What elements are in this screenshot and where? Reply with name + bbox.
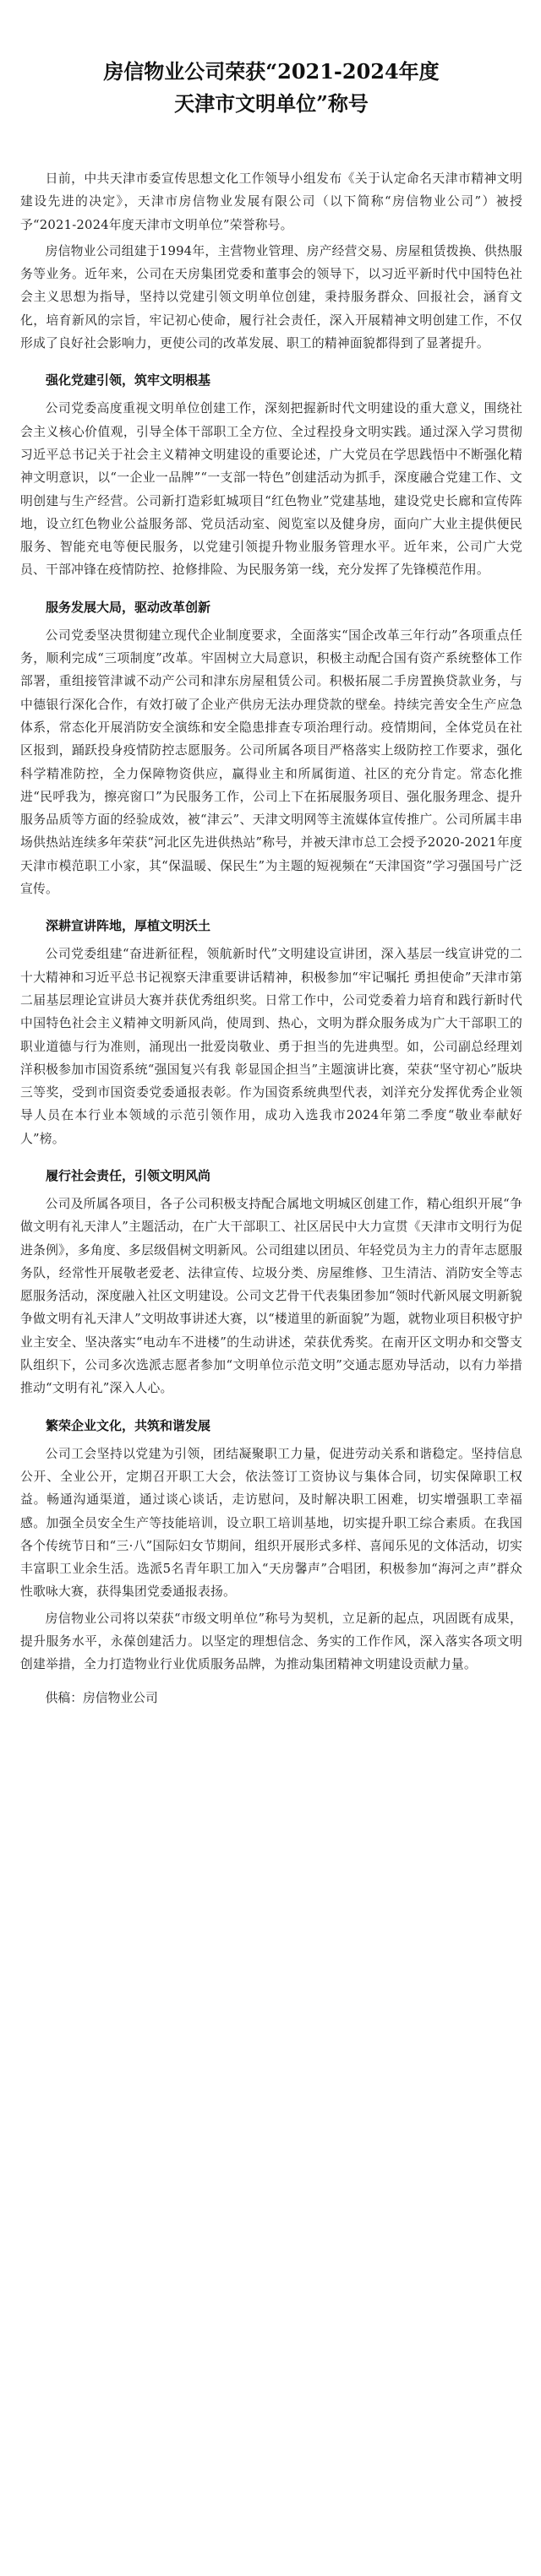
article-source: 供稿：房信物业公司 <box>45 1690 158 1705</box>
body-paragraph: 公司工会坚持以党建为引领，团结凝聚职工力量，促进劳动关系和谐稳定。坚持信息公开、全业公开，定期召开职工大会，依法签订工资协议与集体合同，切实保障职工权益。畅通沟通渠道，通过谈心谈话，走访慰问，及时解决职工困难，切实增强职工幸福感。加强全员安全生产等技能培训，设立职工培训基地，切实提升职工综合素质。在我国各个传统节日和“三·八”国际妇女节期间，组织开展形式多样、喜闻乐见的文体活动，切实丰富职工业余生活。选派5名青年职工加入“天房馨声”合唱团，积极参加“海河之声”群众性歌咏大赛，获得集团党委通报表扬。 <box>20 1446 522 1600</box>
body-paragraph: 公司党委坚决贯彻建立现代企业制度要求，全面落实“国企改革三年行动”各项重点任务，顺利完成“三项制度”改革。牢固树立大局意识，积极主动配合国有资产系统整体工作部署，重组接管津诚不动产公司和津东房屋租赁公司。积极拓展二手房置换贷款业务，与中德银行深化合作，有效打破了企业产供房无法办理贷款的壁垒。持续完善安全生产应急体系，常态化开展消防安全演练和安全隐患排查专项治理行动。疫情期间，全体党员在社区报到，踊跃投身疫情防控志愿服务。公司所属各项目严格落实上级防控工作要求，强化科学精准防控，全力保障物资供应，赢得业主和所属街道、社区的充分肯定。常态化推进“民呼我为，擦亮窗口”为民服务工作，公司上下在拓展服务项目、强化服务理念、提升服务品质等方面的经验成效，被“津云”、天津文明网等主流媒体宣传推广。公司所属丰串场供热站连续多年荣获“河北区先进供热站”称号，并被天津市总工会授予2020-2021年度天津市模范职工小家，其“保温暖、保民生”为主题的短视频在“天津国资”学习强国号广泛宣传。 <box>20 628 522 897</box>
title-line-1: 房信物业公司荣获“2021-2024年度 <box>103 59 440 84</box>
section-heading-reform: 服务发展大局，驱动改革创新 <box>46 599 211 615</box>
intro-paragraph: 房信物业公司组建于1994年，主营物业管理、房产经营交易、房屋租赁拨换、供热服务等业务。近年来，公司在天房集团党委和董事会的领导下，以习近平新时代中国特色社会主义思想为指导，坚持以党建引领文明单位创建，秉持服务群众、回报社会，涵育文化，培育新风的宗旨，牢记初心使命，履行社会责任，深入开展精神文明创建工作，不仅形成了良好社会影响力，更使公司的改革发展、职工的精神面貌都得到了显著提升。 <box>20 243 522 351</box>
article-title <box>20 56 522 120</box>
section-heading-social-responsibility: 履行社会责任，引领文明风尚 <box>46 1167 211 1183</box>
intro-paragraph: 日前，中共天津市委宣传思想文化工作领导小组发布《关于认定命名天津市精神文明建设先进的决定》，天津市房信物业发展有限公司（以下简称“房信物业公司”）被授予“2021-2024年度天津市文明单位”荣誉称号。 <box>20 171 522 232</box>
section-heading-culture: 繁荣企业文化，共筑和谐发展 <box>46 1417 211 1433</box>
body-paragraph: 公司及所属各项目，各子公司积极支持配合属地文明城区创建工作，精心组织开展“争做文明有礼天津人”主题活动，在广大干部职工、社区居民中大力宣贯《天津市文明行为促进条例》，多角度、多层级倡树文明新风。公司组建以团员、年轻党员为主力的青年志愿服务队，经常性开展敬老爱老、法律宣传、垃圾分类、房屋维修、卫生清洁、消防安全等志愿服务活动，深度融入社区文明建设。公司文艺骨干代表集团参加“领时代新风展文明新貌 争做文明有礼天津人”文明故事讲述大赛，以“楼道里的新面貌”为题，就物业项目积极守护业主安全、坚决落实“电动车不进楼”的生动讲述，荣获优秀奖。在南开区文明办和交警支队组织下，公司多次选派志愿者参加“文明单位示范文明”交通志愿劝导活动，以有力举措推动“文明有礼”深入人心。 <box>20 1196 522 1396</box>
body-paragraph: 公司党委高度重视文明单位创建工作，深刻把握新时代文明建设的重大意义，围绕社会主义核心价值观，引导全体干部职工全方位、全过程投身文明实践。通过深入学习贯彻习近平总书记关于社会主义精神文明建设的重要论述，广大党员在学思践悟中不断强化精神文明意识，以“一企业一品牌”“一支部一特色”创建活动为抓手，深度融合党建工作、文明创建与生产经营。公司新打造彩虹城项目“红色物业”党建基地，建设党史长廊和宣传阵地，设立红色物业公益服务部、党员活动室、阅览室以及健身房，面向广大业主提供便民服务、智能充电等便民服务，以党建引领提升物业服务管理水平。近年来，公司广大党员、干部冲锋在疫情防控、抢修排险、为民服务第一线，充分发挥了先锋模范作用。 <box>20 401 522 578</box>
closing-paragraph: 房信物业公司将以荣获“市级文明单位”称号为契机，立足新的起点，巩固既有成果，提升服务水平，永葆创建活力。以坚定的理想信念、务实的工作作风，深入落实各项文明创建举措，全力打造物业行业优质服务品牌，为推动集团精神文明建设贡献力量。 <box>20 1611 522 1672</box>
section-heading-lecture: 深耕宣讲阵地，厚植文明沃土 <box>46 918 211 934</box>
section-heading-party-building: 强化党建引领，筑牢文明根基 <box>46 372 211 389</box>
title-line-2: 天津市文明单位”称号 <box>174 91 369 116</box>
body-paragraph: 公司党委组建“奋进新征程，领航新时代”文明建设宣讲团，深入基层一线宣讲党的二十大精神和习近平总书记视察天津重要讲话精神，积极参加“牢记嘱托 勇担使命”天津市第二届基层理论宣讲员大赛并获优秀组织奖。日常工作中，公司党委着力培育和践行新时代中国特色社会主义精神文明新风尚，使周到、热心，文明为群众服务成为广大干部职工的职业道德与行为准则，涌现出一批爱岗敬业、勇于担当的先进典型。如，公司副总经理刘洋积极参加市国资系统“强国复兴有我 彰显国企担当”主题演讲比赛，荣获“坚守初心”版块三等奖，受到市国资委党委通报表彰。作为国资系统典型代表，刘洋充分发挥优秀企业领导人员在本行业本领域的示范引领作用，成功入选我市2024年第二季度“敬业奉献好人”榜。 <box>20 947 522 1146</box>
